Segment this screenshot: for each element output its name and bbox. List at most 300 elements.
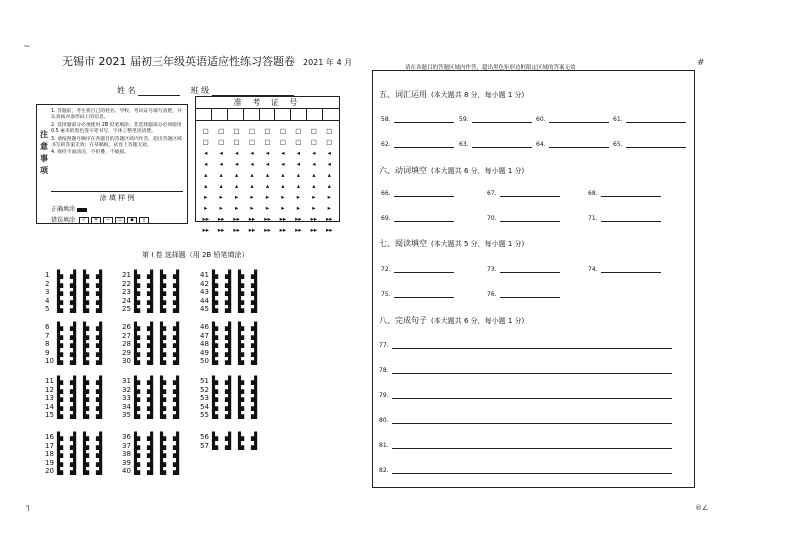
option-bubble[interactable]: ▙ (57, 270, 63, 279)
option-bubble[interactable]: ▙ (160, 270, 166, 279)
admission-bubble[interactable]: ◂ (219, 149, 223, 157)
option-bubble[interactable]: ▙ (212, 278, 218, 288)
option-bubble[interactable]: ▙ (238, 393, 244, 403)
option-bubble[interactable]: ▟ (96, 270, 102, 279)
admission-bubble[interactable]: ▴ (281, 171, 285, 179)
option-bubble[interactable]: ▟ (96, 339, 102, 349)
option-bubble[interactable]: ▟ (225, 278, 231, 288)
admission-bubble[interactable]: ◂ (234, 160, 239, 168)
admission-bubble[interactable]: ▸ (234, 193, 239, 201)
option-bubble[interactable]: ▟ (173, 466, 179, 476)
blank-line[interactable] (394, 265, 454, 273)
option-bubble[interactable]: ▙ (212, 287, 218, 297)
admission-bubble[interactable]: ▴ (296, 171, 301, 179)
admission-bubble[interactable]: □ (264, 127, 271, 135)
option-bubble[interactable]: ▟ (251, 393, 257, 403)
option-bubble[interactable]: ▙ (212, 295, 218, 305)
admission-bubble[interactable]: ▸▸ (295, 226, 302, 234)
option-bubble[interactable]: ▟ (96, 287, 102, 297)
option-bubble[interactable]: ▟ (96, 401, 102, 411)
option-bubble[interactable]: ▙ (134, 339, 140, 349)
option-bubble[interactable]: ▙ (238, 322, 244, 331)
option-bubble[interactable]: ▟ (225, 330, 231, 340)
option-bubble[interactable]: ▙ (83, 295, 89, 305)
admission-bubble[interactable]: □ (218, 138, 225, 146)
admission-bubble[interactable]: □ (264, 138, 271, 146)
admission-bubble[interactable]: ▴ (312, 171, 316, 179)
blank-line[interactable] (394, 189, 454, 197)
option-bubble[interactable]: ▟ (70, 330, 76, 340)
admission-bubble[interactable]: ▴ (281, 182, 285, 190)
option-bubble[interactable]: ▙ (134, 278, 140, 288)
option-bubble[interactable]: ▟ (70, 339, 76, 349)
option-bubble[interactable]: ▟ (251, 322, 257, 331)
admission-bubble[interactable]: ◂ (327, 160, 331, 168)
blank-line[interactable] (500, 290, 560, 298)
admission-bubble[interactable]: ▸▸ (310, 215, 318, 223)
blank-line[interactable] (500, 214, 560, 222)
option-bubble[interactable]: ▙ (134, 440, 140, 450)
option-bubble[interactable]: ▙ (212, 432, 218, 441)
option-bubble[interactable]: ▙ (238, 278, 244, 288)
option-bubble[interactable]: ▙ (57, 278, 63, 288)
option-bubble[interactable]: ▟ (225, 339, 231, 349)
option-bubble[interactable]: ▟ (173, 410, 179, 420)
option-bubble[interactable]: ▙ (57, 339, 63, 349)
option-bubble[interactable]: ▙ (134, 457, 140, 467)
option-bubble[interactable]: ▙ (134, 393, 140, 403)
option-bubble[interactable]: ▙ (83, 410, 89, 420)
option-bubble[interactable]: ▟ (173, 401, 179, 411)
option-bubble[interactable]: ▙ (57, 304, 63, 314)
option-bubble[interactable]: ▟ (96, 410, 102, 420)
option-bubble[interactable]: ▟ (147, 401, 153, 411)
admission-bubble[interactable]: ◂ (250, 149, 254, 157)
option-bubble[interactable]: ▙ (134, 449, 140, 459)
option-bubble[interactable]: ▙ (212, 270, 218, 279)
option-bubble[interactable]: ▟ (147, 410, 153, 420)
admission-bubble[interactable]: ◂ (265, 149, 270, 157)
option-bubble[interactable]: ▟ (96, 304, 102, 314)
option-bubble[interactable]: ▟ (225, 322, 231, 331)
blank-line[interactable] (549, 140, 609, 148)
option-bubble[interactable]: ▟ (251, 432, 257, 441)
blank-line[interactable] (626, 115, 686, 123)
blank-line[interactable] (394, 214, 454, 222)
admission-bubble[interactable]: ▸▸ (202, 215, 209, 223)
option-bubble[interactable]: ▟ (147, 384, 153, 394)
option-bubble[interactable]: ▙ (83, 356, 89, 366)
admission-bubble[interactable]: ▸ (204, 204, 208, 212)
option-bubble[interactable]: ▟ (70, 347, 76, 357)
option-bubble[interactable]: ▟ (225, 295, 231, 305)
option-bubble[interactable]: ▟ (70, 393, 76, 403)
option-bubble[interactable]: ▙ (83, 466, 89, 476)
admission-bubble[interactable]: □ (326, 127, 333, 135)
option-bubble[interactable]: ▟ (96, 356, 102, 366)
admission-bubble[interactable]: ▸ (219, 204, 223, 212)
admission-bubble[interactable]: □ (310, 138, 317, 146)
option-bubble[interactable]: ▟ (70, 466, 76, 476)
option-bubble[interactable]: ▟ (96, 466, 102, 476)
option-bubble[interactable]: ▟ (225, 440, 231, 450)
option-bubble[interactable]: ▟ (147, 440, 153, 450)
option-bubble[interactable]: ▟ (225, 287, 231, 297)
line-blank[interactable] (392, 366, 672, 374)
option-bubble[interactable]: ▙ (134, 295, 140, 305)
option-bubble[interactable]: ▟ (173, 287, 179, 297)
option-bubble[interactable]: ▟ (251, 376, 257, 385)
option-bubble[interactable]: ▟ (251, 440, 257, 450)
option-bubble[interactable]: ▙ (238, 295, 244, 305)
option-bubble[interactable]: ▟ (147, 278, 153, 288)
option-bubble[interactable]: ▟ (96, 330, 102, 340)
line-blank[interactable] (392, 391, 672, 399)
line-blank[interactable] (392, 441, 672, 449)
option-bubble[interactable]: ▙ (83, 347, 89, 357)
admission-bubble[interactable]: ▸▸ (264, 226, 271, 234)
option-bubble[interactable]: ▙ (238, 304, 244, 314)
admission-bubble[interactable]: ◂ (250, 160, 254, 168)
option-bubble[interactable]: ▙ (212, 356, 218, 366)
option-bubble[interactable]: ▟ (173, 384, 179, 394)
option-bubble[interactable]: ▟ (70, 376, 76, 385)
option-bubble[interactable]: ▙ (212, 440, 218, 450)
option-bubble[interactable]: ▙ (238, 401, 244, 411)
option-bubble[interactable]: ▙ (83, 393, 89, 403)
option-bubble[interactable]: ▙ (83, 270, 89, 279)
option-bubble[interactable]: ▙ (212, 401, 218, 411)
option-bubble[interactable]: ▙ (134, 330, 140, 340)
option-bubble[interactable]: ▟ (147, 339, 153, 349)
option-bubble[interactable]: ▙ (160, 466, 166, 476)
admission-bubble[interactable]: ▸▸ (279, 226, 287, 234)
admission-bubble[interactable]: ▴ (234, 182, 239, 190)
blank-line[interactable] (500, 265, 560, 273)
admission-bubble[interactable]: ◂ (219, 160, 223, 168)
admission-bubble[interactable]: ▴ (265, 182, 270, 190)
admission-bubble[interactable]: □ (248, 127, 256, 135)
option-bubble[interactable]: ▙ (83, 376, 89, 385)
blank-line[interactable] (601, 265, 661, 273)
admission-bubble[interactable]: ▸▸ (326, 215, 333, 223)
admission-bubble[interactable]: □ (233, 127, 240, 135)
admission-bubble[interactable]: ▸▸ (279, 215, 287, 223)
option-bubble[interactable]: ▟ (251, 270, 257, 279)
option-bubble[interactable]: ▙ (134, 432, 140, 441)
option-bubble[interactable]: ▟ (70, 440, 76, 450)
admission-bubble[interactable]: ◂ (204, 160, 208, 168)
option-bubble[interactable]: ▙ (160, 295, 166, 305)
admission-bubble[interactable]: ◂ (281, 149, 285, 157)
option-bubble[interactable]: ▟ (70, 384, 76, 394)
option-bubble[interactable]: ▙ (83, 432, 89, 441)
admission-bubble[interactable]: □ (295, 127, 302, 135)
option-bubble[interactable]: ▙ (212, 347, 218, 357)
option-bubble[interactable]: ▙ (238, 440, 244, 450)
admission-bubble[interactable]: ▸▸ (264, 215, 271, 223)
option-bubble[interactable]: ▟ (96, 449, 102, 459)
option-bubble[interactable]: ▙ (57, 347, 63, 357)
admission-bubble[interactable]: ▸ (204, 193, 208, 201)
option-bubble[interactable]: ▙ (57, 287, 63, 297)
admission-bubble[interactable]: □ (233, 138, 240, 146)
option-bubble[interactable]: ▟ (96, 278, 102, 288)
admission-bubble[interactable]: ▸▸ (217, 215, 225, 223)
option-bubble[interactable]: ▙ (57, 466, 63, 476)
option-bubble[interactable]: ▙ (57, 410, 63, 420)
option-bubble[interactable]: ▟ (70, 270, 76, 279)
admission-bubble[interactable]: ▸▸ (217, 226, 225, 234)
option-bubble[interactable]: ▟ (251, 278, 257, 288)
admission-bubble[interactable]: ◂ (296, 160, 301, 168)
admission-bubble[interactable]: ▴ (204, 182, 208, 190)
option-bubble[interactable]: ▟ (225, 401, 231, 411)
option-bubble[interactable]: ▙ (238, 376, 244, 385)
option-bubble[interactable]: ▟ (251, 347, 257, 357)
option-bubble[interactable]: ▙ (134, 347, 140, 357)
option-bubble[interactable]: ▟ (225, 356, 231, 366)
option-bubble[interactable]: ▙ (160, 278, 166, 288)
option-bubble[interactable]: ▟ (251, 401, 257, 411)
option-bubble[interactable]: ▟ (147, 295, 153, 305)
admission-bubble[interactable]: ◂ (281, 160, 285, 168)
option-bubble[interactable]: ▟ (225, 270, 231, 279)
option-bubble[interactable]: ▙ (57, 295, 63, 305)
option-bubble[interactable]: ▙ (160, 376, 166, 385)
blank-line[interactable] (500, 189, 560, 197)
admission-bubble[interactable]: ◂ (296, 149, 301, 157)
admission-bubble[interactable]: ▴ (327, 182, 331, 190)
admission-bubble[interactable]: ▸▸ (310, 226, 318, 234)
blank-line[interactable] (626, 140, 686, 148)
blank-line[interactable] (394, 140, 454, 148)
option-bubble[interactable]: ▙ (212, 393, 218, 403)
option-bubble[interactable]: ▙ (160, 330, 166, 340)
admission-bubble[interactable]: ▸ (219, 193, 223, 201)
option-bubble[interactable]: ▟ (147, 466, 153, 476)
admission-bubble[interactable]: ▴ (204, 171, 208, 179)
option-bubble[interactable]: ▙ (57, 322, 63, 331)
admission-bubble[interactable]: ◂ (327, 149, 331, 157)
option-bubble[interactable]: ▟ (70, 410, 76, 420)
admission-bubble[interactable]: ◂ (312, 160, 316, 168)
option-bubble[interactable]: ▙ (160, 432, 166, 441)
option-bubble[interactable]: ▟ (96, 376, 102, 385)
option-bubble[interactable]: ▙ (83, 322, 89, 331)
option-bubble[interactable]: ▟ (173, 376, 179, 385)
option-bubble[interactable]: ▙ (238, 330, 244, 340)
option-bubble[interactable]: ▙ (212, 384, 218, 394)
admission-bubble[interactable]: ▸▸ (295, 215, 302, 223)
option-bubble[interactable]: ▟ (96, 393, 102, 403)
option-bubble[interactable]: ▙ (238, 270, 244, 279)
option-bubble[interactable]: ▟ (173, 322, 179, 331)
option-bubble[interactable]: ▟ (173, 295, 179, 305)
option-bubble[interactable]: ▟ (147, 432, 153, 441)
option-bubble[interactable]: ▟ (173, 432, 179, 441)
admission-bubble[interactable]: ▴ (250, 171, 254, 179)
option-bubble[interactable]: ▟ (70, 278, 76, 288)
option-bubble[interactable]: ▙ (212, 304, 218, 314)
option-bubble[interactable]: ▟ (70, 295, 76, 305)
option-bubble[interactable]: ▟ (96, 347, 102, 357)
admission-bubble[interactable]: ▴ (219, 171, 223, 179)
admission-bubble[interactable]: ▴ (327, 171, 331, 179)
option-bubble[interactable]: ▟ (225, 393, 231, 403)
option-bubble[interactable]: ▟ (173, 278, 179, 288)
option-bubble[interactable]: ▙ (134, 410, 140, 420)
option-bubble[interactable]: ▙ (160, 304, 166, 314)
option-bubble[interactable]: ▙ (160, 347, 166, 357)
option-bubble[interactable]: ▟ (173, 393, 179, 403)
option-bubble[interactable]: ▟ (173, 356, 179, 366)
option-bubble[interactable]: ▟ (225, 410, 231, 420)
option-bubble[interactable]: ▙ (160, 339, 166, 349)
blank-line[interactable] (394, 115, 454, 123)
option-bubble[interactable]: ▙ (83, 287, 89, 297)
option-bubble[interactable]: ▟ (147, 287, 153, 297)
admission-bubble[interactable]: ◂ (204, 149, 208, 157)
option-bubble[interactable]: ▟ (147, 457, 153, 467)
option-bubble[interactable]: ▙ (83, 304, 89, 314)
line-blank[interactable] (392, 466, 672, 474)
option-bubble[interactable]: ▙ (83, 401, 89, 411)
option-bubble[interactable]: ▙ (134, 270, 140, 279)
option-bubble[interactable]: ▙ (160, 449, 166, 459)
option-bubble[interactable]: ▙ (134, 287, 140, 297)
admission-bubble[interactable]: □ (202, 138, 209, 146)
admission-bubble[interactable]: ▸ (265, 204, 270, 212)
option-bubble[interactable]: ▟ (70, 356, 76, 366)
option-bubble[interactable]: ▟ (70, 449, 76, 459)
option-bubble[interactable]: ▙ (238, 384, 244, 394)
option-bubble[interactable]: ▙ (134, 466, 140, 476)
option-bubble[interactable]: ▟ (251, 330, 257, 340)
option-bubble[interactable]: ▙ (57, 376, 63, 385)
option-bubble[interactable]: ▟ (251, 356, 257, 366)
option-bubble[interactable]: ▙ (83, 339, 89, 349)
admission-bubble[interactable]: ▸▸ (248, 226, 256, 234)
option-bubble[interactable]: ▙ (160, 393, 166, 403)
option-bubble[interactable]: ▟ (147, 304, 153, 314)
option-bubble[interactable]: ▙ (238, 356, 244, 366)
admission-bubble[interactable]: ▸▸ (202, 226, 209, 234)
admission-bubble[interactable]: ▸ (296, 193, 301, 201)
option-bubble[interactable]: ▟ (147, 449, 153, 459)
option-bubble[interactable]: ▟ (173, 449, 179, 459)
option-bubble[interactable]: ▙ (57, 457, 63, 467)
option-bubble[interactable]: ▙ (57, 432, 63, 441)
option-bubble[interactable]: ▟ (147, 356, 153, 366)
option-bubble[interactable]: ▙ (83, 384, 89, 394)
admission-bubble[interactable]: □ (279, 138, 287, 146)
blank-line[interactable] (549, 115, 609, 123)
option-bubble[interactable]: ▟ (147, 393, 153, 403)
option-bubble[interactable]: ▙ (160, 440, 166, 450)
option-bubble[interactable]: ▟ (96, 457, 102, 467)
option-bubble[interactable]: ▙ (57, 384, 63, 394)
option-bubble[interactable]: ▙ (57, 440, 63, 450)
admission-bubble[interactable]: ▸▸ (326, 226, 333, 234)
option-bubble[interactable]: ▟ (173, 347, 179, 357)
option-bubble[interactable]: ▟ (225, 304, 231, 314)
admission-bubble[interactable]: □ (310, 127, 317, 135)
option-bubble[interactable]: ▟ (96, 384, 102, 394)
option-bubble[interactable]: ▙ (212, 410, 218, 420)
option-bubble[interactable]: ▙ (134, 376, 140, 385)
option-bubble[interactable]: ▟ (173, 440, 179, 450)
option-bubble[interactable]: ▙ (83, 330, 89, 340)
option-bubble[interactable]: ▟ (70, 287, 76, 297)
option-bubble[interactable]: ▙ (160, 322, 166, 331)
option-bubble[interactable]: ▙ (57, 393, 63, 403)
option-bubble[interactable]: ▙ (238, 347, 244, 357)
admission-bubble[interactable]: ▸ (281, 193, 285, 201)
option-bubble[interactable]: ▙ (83, 278, 89, 288)
option-bubble[interactable]: ▟ (251, 304, 257, 314)
admission-bubble[interactable]: □ (202, 127, 209, 135)
option-bubble[interactable]: ▙ (134, 384, 140, 394)
option-bubble[interactable]: ▙ (238, 432, 244, 441)
admission-bubble[interactable]: ▸ (327, 193, 331, 201)
option-bubble[interactable]: ▙ (160, 410, 166, 420)
admission-bubble[interactable]: ▸ (250, 193, 254, 201)
option-bubble[interactable]: ▙ (238, 287, 244, 297)
admission-bubble[interactable]: ▸ (234, 204, 239, 212)
admission-bubble[interactable]: ▸▸ (233, 215, 240, 223)
admission-bubble[interactable]: ▴ (250, 182, 254, 190)
option-bubble[interactable]: ▙ (212, 376, 218, 385)
option-bubble[interactable]: ▟ (147, 270, 153, 279)
option-bubble[interactable]: ▟ (70, 401, 76, 411)
option-bubble[interactable]: ▟ (251, 410, 257, 420)
option-bubble[interactable]: ▙ (238, 410, 244, 420)
option-bubble[interactable]: ▟ (225, 376, 231, 385)
blank-line[interactable] (601, 214, 661, 222)
option-bubble[interactable]: ▙ (83, 449, 89, 459)
admission-bubble[interactable]: ◂ (312, 149, 316, 157)
option-bubble[interactable]: ▟ (147, 330, 153, 340)
option-bubble[interactable]: ▙ (57, 449, 63, 459)
option-bubble[interactable]: ▟ (147, 322, 153, 331)
admission-bubble[interactable]: ▸ (281, 204, 285, 212)
option-bubble[interactable]: ▟ (70, 322, 76, 331)
option-bubble[interactable]: ▙ (160, 287, 166, 297)
line-blank[interactable] (392, 416, 672, 424)
option-bubble[interactable]: ▙ (83, 457, 89, 467)
option-bubble[interactable]: ▟ (96, 322, 102, 331)
option-bubble[interactable]: ▟ (173, 339, 179, 349)
option-bubble[interactable]: ▟ (251, 295, 257, 305)
option-bubble[interactable]: ▟ (225, 347, 231, 357)
option-bubble[interactable]: ▙ (212, 330, 218, 340)
blank-line[interactable] (394, 290, 454, 298)
option-bubble[interactable]: ▙ (57, 401, 63, 411)
option-bubble[interactable]: ▟ (173, 270, 179, 279)
admission-bubble[interactable]: ▴ (312, 182, 316, 190)
option-bubble[interactable]: ▟ (70, 304, 76, 314)
admission-bubble[interactable]: ▴ (265, 171, 270, 179)
blank-line[interactable] (601, 189, 661, 197)
option-bubble[interactable]: ▙ (160, 356, 166, 366)
admission-bubble[interactable]: ▸▸ (233, 226, 240, 234)
option-bubble[interactable]: ▟ (173, 457, 179, 467)
option-bubble[interactable]: ▟ (70, 457, 76, 467)
admission-bubble[interactable]: ▴ (234, 171, 239, 179)
option-bubble[interactable]: ▟ (225, 432, 231, 441)
admission-bubble[interactable]: ◂ (265, 160, 270, 168)
